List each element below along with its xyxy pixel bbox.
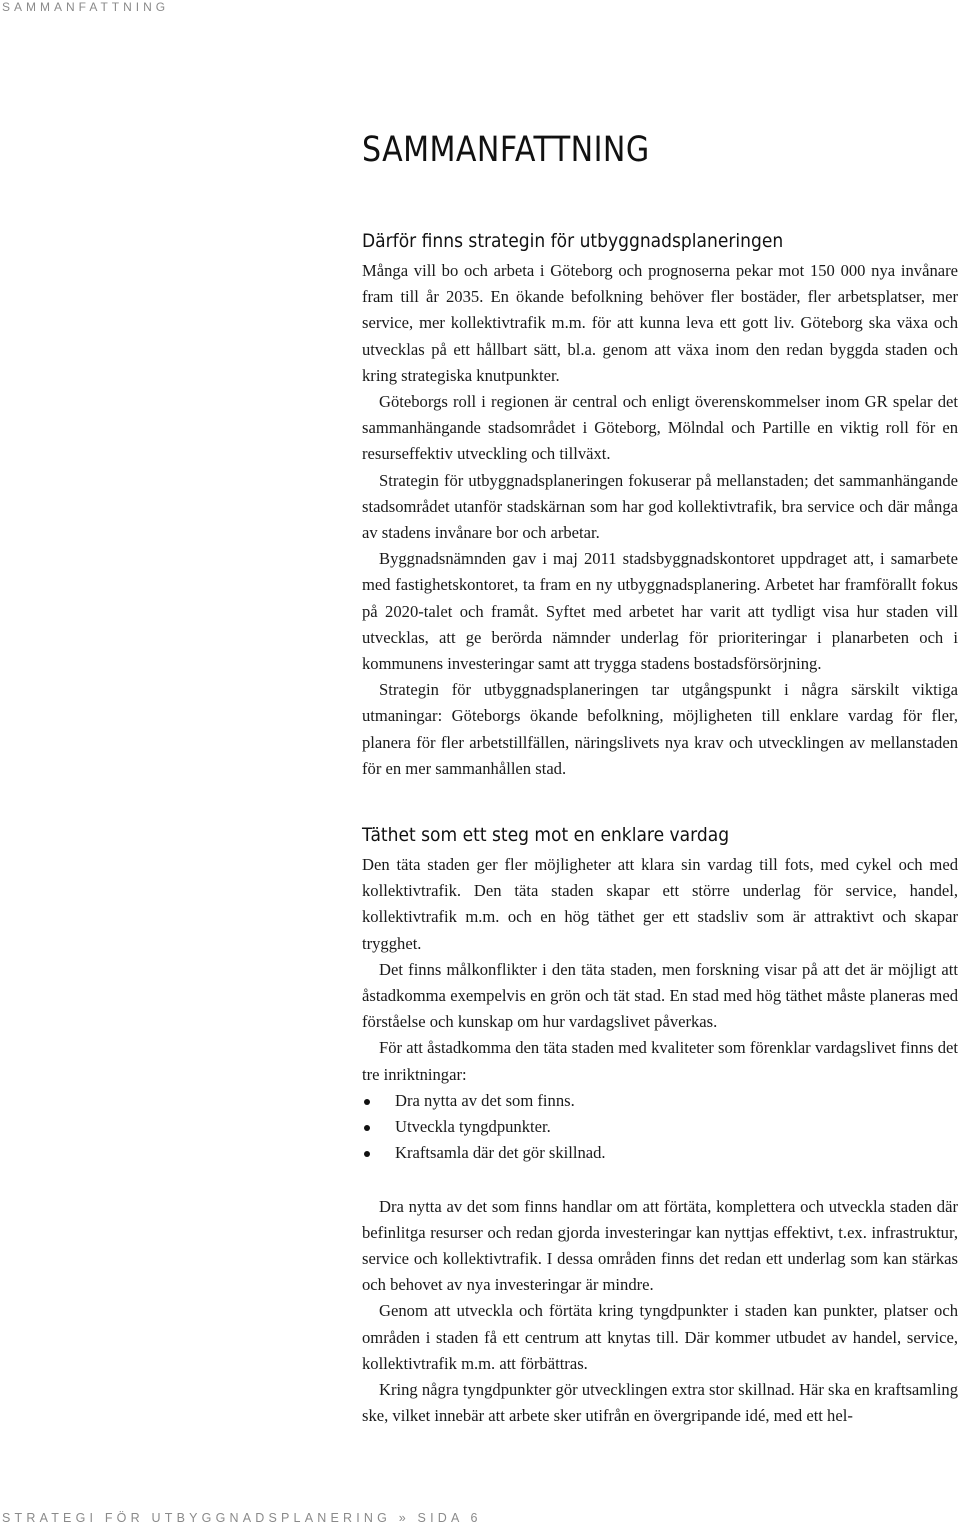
section-heading: Täthet som ett steg mot en enklare vardag — [362, 824, 730, 847]
paragraph: Många vill bo och arbeta i Göteborg och prognoserna pekar mot 150 000 nya invånare fram till år 2035. En ökande befolkning behöver fler bostäder, fler arbetsplatser, mer service, mer kollektivtrafik m.m. för att kunna leva ett gott liv. Göteborg ska växa och utvecklas på ett hållbart sätt, bl.a. genom att växa inom den redan byggda staden och kring strategiska knutpunkter. — [362, 261, 958, 385]
paragraph: Dra nytta av det som finns handlar om att förtäta, komplettera och utveckla staden där befinlitga resurser och redan gjorda investeringar kan nyttjas effektivt, t.ex. infrastruktur, service och kollektivtrafik. I dessa områden finns det redan ett underlag som kan stärkas och behovet av nya investeringar är mindre. — [362, 1196, 958, 1295]
running-head: SAMMANFATTNING — [2, 0, 170, 14]
bullet-icon — [364, 1151, 370, 1157]
spacer — [362, 1167, 958, 1194]
list-item-text: Utveckla tyngdpunkter. — [395, 1117, 551, 1137]
main-content — [362, 128, 958, 1429]
paragraph: Byggnadsnämnden gav i maj 2011 stadsbyggnadskontoret uppdraget att, i samarbete med fastighetskontoret, ta fram en ny utbyggnadsplanering. Arbetet har framförallt fokus på 2020-talet och framåt. Syftet med arbetet har varit att tydligt visa hur staden vill utvecklas, att ge berörda nämnder underlag för prioriteringar i planarbeten och i kommunens investeringar samt att trygga stadens bostadsförsörjning. — [362, 549, 958, 674]
paragraph: Kring några tyngdpunkter gör utvecklingen extra stor skillnad. Här ska en kraftsamling ske, vilket innebär att arbete sker utifrån en övergripande idé, med ett hel- — [362, 1379, 958, 1426]
section-strategy-reason — [362, 228, 958, 782]
page-footer: STRATEGI FÖR UTBYGGNADSPLANERING » SIDA 6 — [2, 1511, 482, 1525]
section-density — [362, 822, 958, 1429]
paragraph: Det finns målkonflikter i den täta staden, men forskning visar på att det är möjligt att åstadkomma exempelvis en grön och tät stad. En stad med hög täthet måste planeras med förståelse och kunskap om hur vardagslivet påverkas. — [362, 959, 958, 1032]
list-item — [362, 1140, 958, 1166]
list-item — [362, 1088, 958, 1114]
paragraph: För att åstadkomma den täta staden med kvaliteter som förenklar vardagslivet finns det tre inriktningar: — [362, 1038, 958, 1084]
section-heading: Därför finns strategin för utbyggnadsplaneringen — [362, 230, 784, 252]
paragraph: Strategin för utbyggnadsplaneringen fokuserar på mellanstaden; det sammanhängande stadsområdet utanför stadskärnan som har god kollektivtrafik, bra service och där många av stadens invånare bor och arbetar. — [362, 470, 958, 543]
bullet-icon — [364, 1125, 370, 1131]
paragraph: Göteborgs roll i regionen är central och enligt överenskommelser inom GR spelar det sammanhängande stadsområdet i Göteborg, Mölndal och Partille en viktig roll för en resurseffektiv utveckling och tillväxt. — [362, 392, 958, 464]
list-item — [362, 1114, 958, 1140]
paragraph: Genom att utveckla och förtäta kring tyngdpunkter i staden kan punkter, platser och områden i staden få ett centrum att knytas till. Där kommer utbudet av handel, service, kollektivtrafik m.m. att förbättras. — [362, 1301, 958, 1373]
paragraph: Strategin för utbyggnadsplaneringen tar utgångspunkt i några särskilt viktiga utmaningar: Göteborgs ökande befolkning, möjligheten till enklare vardag för fler, planera för fler arbetstillfällen, näringslivets nya krav och utvecklingen av mellanstaden för en mer sammanhållen stad. — [362, 680, 958, 778]
list-item-text: Kraftsamla där det gör skillnad. — [395, 1143, 606, 1163]
page-title: SAMMANFATTNING — [362, 130, 650, 170]
list-item-text: Dra nytta av det som finns. — [395, 1090, 575, 1110]
bullet-list — [362, 1088, 958, 1167]
bullet-icon — [364, 1099, 370, 1105]
paragraph: Den täta staden ger fler möjligheter att klara sin vardag till fots, med cykel och med kollektivtrafik. Den täta staden skapar ett större underlag för service, handel, kollektivtrafik m.m. och en hög täthet ger ett stadsliv som är attraktivt och skapar trygghet. — [362, 855, 958, 953]
